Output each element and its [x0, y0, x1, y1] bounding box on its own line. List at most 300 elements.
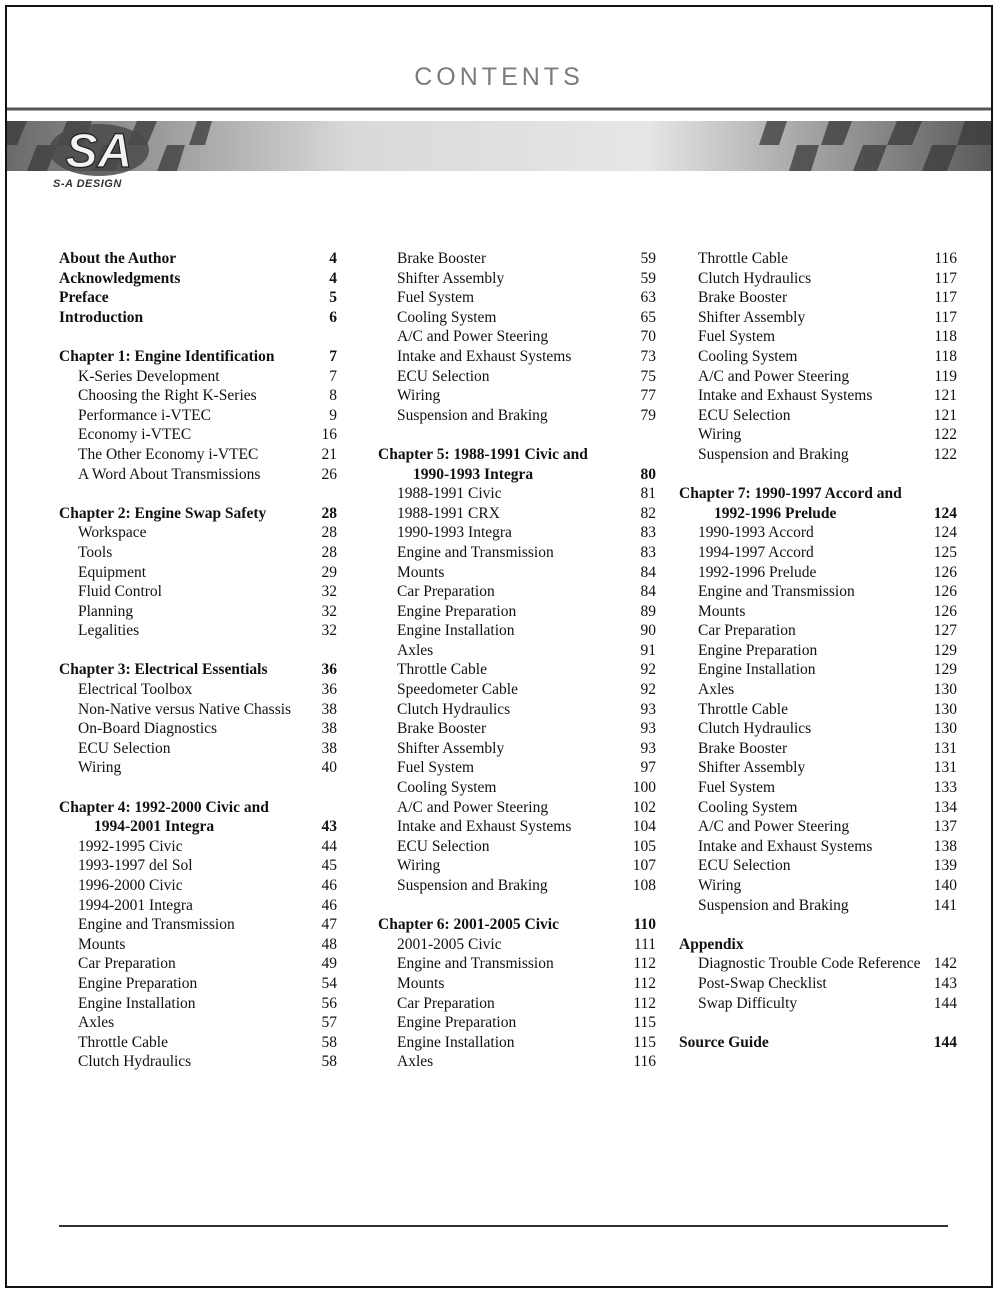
toc-entry-title: Suspension and Braking: [397, 406, 548, 424]
toc-entry-page: 5: [329, 289, 337, 307]
toc-entry-page: 40: [321, 759, 337, 777]
toc-entry[interactable]: [59, 465, 337, 485]
toc-entry[interactable]: [378, 641, 656, 661]
toc-entry[interactable]: [679, 876, 957, 896]
toc-entry[interactable]: [59, 543, 337, 563]
toc-entry[interactable]: [378, 465, 656, 485]
toc-entry[interactable]: [59, 425, 337, 445]
toc-entry-page: 45: [321, 857, 337, 875]
toc-entry-page: 6: [329, 308, 337, 326]
toc-entry-page: 129: [933, 661, 957, 679]
toc-entry-page: 118: [934, 328, 957, 346]
toc-entry[interactable]: [679, 386, 957, 406]
toc-entry-title: 1994-2001 Integra: [78, 896, 193, 914]
toc-entry-title: 1992-1996 Prelude: [714, 504, 837, 522]
toc-entry-title: A/C and Power Steering: [698, 818, 850, 836]
toc-entry-page: 110: [633, 916, 656, 934]
toc-entry[interactable]: [679, 563, 957, 583]
toc-heading: [679, 484, 957, 504]
toc-entry-title: ECU Selection: [397, 367, 490, 385]
toc-entry[interactable]: [378, 954, 656, 974]
toc-entry-page: 36: [321, 681, 337, 699]
toc-entry-title: Chapter 2: Engine Swap Safety: [59, 504, 267, 522]
section-spacer: [679, 915, 957, 935]
toc-entry-title: 1994-2001 Integra: [94, 818, 215, 836]
toc-entry[interactable]: [59, 602, 337, 622]
toc-entry-page: 47: [321, 916, 337, 934]
toc-entry-title: ECU Selection: [698, 406, 791, 424]
toc-entry-page: 28: [321, 543, 337, 561]
toc-entry-page: 133: [933, 779, 957, 797]
toc-entry-page: 127: [933, 622, 957, 640]
toc-entry-title: Axles: [698, 681, 735, 699]
toc-entry-title: 1990-1993 Accord: [698, 524, 814, 542]
toc-entry[interactable]: [679, 758, 957, 778]
toc-entry-title: 1992-1996 Prelude: [698, 563, 817, 581]
toc-entry-page: 46: [321, 877, 337, 894]
toc-entry-title: Brake Booster: [698, 739, 788, 757]
checkered-flag-banner: [7, 105, 991, 195]
toc-entry-title: Brake Booster: [397, 720, 487, 738]
toc-entry[interactable]: [378, 719, 656, 739]
toc-entry[interactable]: [679, 504, 957, 524]
toc-entry-page: 26: [321, 465, 337, 483]
toc-entry-page: 93: [640, 700, 656, 718]
toc-entry-page: 93: [640, 739, 656, 757]
toc-entry-page: 126: [933, 602, 957, 620]
section-spacer: [679, 465, 957, 485]
toc-entry-page: 83: [640, 543, 656, 561]
toc-entry-title: Axles: [397, 641, 434, 659]
toc-entry[interactable]: [59, 1033, 337, 1053]
toc-entry[interactable]: [59, 523, 337, 543]
toc-entry-page: 107: [632, 857, 656, 875]
toc-entry-page: 81: [640, 485, 656, 503]
toc-entry[interactable]: [679, 347, 957, 367]
toc-entry[interactable]: [679, 621, 957, 641]
toc-entry[interactable]: [679, 974, 957, 994]
toc-entry[interactable]: [378, 327, 656, 347]
toc-entry-page: 90: [640, 622, 656, 640]
toc-entry-title: Clutch Hydraulics: [698, 720, 812, 738]
toc-entry[interactable]: [59, 700, 337, 720]
toc-entry-title: Cooling System: [698, 347, 798, 365]
toc-entry[interactable]: [59, 974, 337, 994]
toc-entry[interactable]: [59, 386, 337, 406]
toc-entry[interactable]: [59, 504, 337, 524]
toc-entry-page: 58: [321, 1053, 337, 1071]
toc-entry[interactable]: [59, 680, 337, 700]
toc-entry[interactable]: [378, 817, 656, 837]
toc-entry-title: Wiring: [397, 857, 441, 875]
toc-entry-title: 1994-1997 Accord: [698, 543, 814, 561]
toc-entry-title: ECU Selection: [698, 857, 791, 875]
toc-entry[interactable]: [378, 700, 656, 720]
toc-entry-title: Engine Preparation: [78, 974, 198, 992]
toc-entry-title: Car Preparation: [397, 583, 495, 601]
toc-entry-title: Source Guide: [679, 1033, 769, 1051]
toc-entry-title: Engine and Transmission: [397, 955, 554, 973]
toc-entry-title: Car Preparation: [78, 955, 176, 973]
toc-entry-page: 100: [632, 779, 656, 797]
toc-entry[interactable]: [378, 1013, 656, 1033]
toc-entry-page: 142: [933, 955, 957, 973]
toc-entry-page: 121: [933, 387, 957, 405]
toc-entry[interactable]: [59, 563, 337, 583]
toc-entry-title: Chapter 7: 1990-1997 Accord and: [679, 485, 902, 503]
toc-entry[interactable]: [59, 621, 337, 641]
toc-entry-page: 137: [933, 818, 957, 836]
toc-entry-title: Shifter Assembly: [397, 269, 505, 287]
toc-entry[interactable]: [59, 367, 337, 387]
toc-entry-title: Throttle Cable: [698, 250, 788, 267]
toc-entry-title: Throttle Cable: [78, 1033, 168, 1051]
toc-entry-title: Engine and Transmission: [397, 543, 554, 561]
toc-entry[interactable]: [378, 660, 656, 680]
toc-entry[interactable]: [378, 1052, 656, 1072]
toc-entry-page: 129: [933, 641, 957, 659]
toc-entry-title: Planning: [78, 602, 134, 620]
section-spacer: [378, 896, 656, 916]
toc-entry[interactable]: [679, 680, 957, 700]
toc-entry-page: 73: [640, 347, 656, 365]
toc-entry[interactable]: [679, 602, 957, 622]
toc-entry[interactable]: [378, 406, 656, 426]
toc-entry[interactable]: [59, 837, 337, 857]
toc-entry-title: 1988-1991 CRX: [397, 504, 500, 522]
toc-entry[interactable]: [378, 367, 656, 387]
toc-entry-page: 49: [321, 955, 337, 973]
toc-entry[interactable]: [679, 719, 957, 739]
toc-entry-page: 9: [329, 406, 337, 424]
toc-entry-page: 28: [321, 524, 337, 542]
toc-entry[interactable]: [679, 837, 957, 857]
toc-entry-title: K-Series Development: [78, 367, 220, 385]
toc-entry-title: Cooling System: [397, 308, 497, 326]
toc-entry[interactable]: [59, 660, 337, 680]
toc-entry-page: 144: [933, 1033, 957, 1051]
toc-entry-title: Engine Installation: [698, 661, 816, 679]
toc-entry-title: Suspension and Braking: [397, 877, 548, 894]
toc-entry-title: Mounts: [397, 974, 445, 992]
toc-entry-page: 48: [321, 935, 337, 953]
toc-entry[interactable]: [378, 915, 656, 935]
toc-entry[interactable]: [679, 660, 957, 680]
toc-entry[interactable]: [378, 504, 656, 524]
toc-entry-title: Shifter Assembly: [397, 739, 505, 757]
section-spacer: [59, 778, 337, 798]
toc-entry-page: 112: [633, 955, 656, 973]
toc-entry-page: 108: [632, 877, 656, 894]
toc-entry-page: 16: [321, 426, 337, 444]
toc-entry-title: 1993-1997 del Sol: [78, 857, 193, 875]
toc-entry-title: Shifter Assembly: [698, 308, 806, 326]
toc-entry-title: Wiring: [78, 759, 122, 777]
toc-entry-title: Tools: [78, 543, 113, 561]
toc-entry-title: Performance i-VTEC: [78, 406, 211, 424]
toc-entry-title: Chapter 6: 2001-2005 Civic: [378, 916, 559, 934]
toc-entry-title: The Other Economy i-VTEC: [78, 445, 259, 463]
toc-entry[interactable]: [679, 543, 957, 563]
toc-entry-page: 58: [321, 1033, 337, 1051]
toc-entry-page: 83: [640, 524, 656, 542]
toc-entry[interactable]: [59, 739, 337, 759]
toc-entry[interactable]: [59, 935, 337, 955]
toc-entry[interactable]: [378, 739, 656, 759]
toc-entry[interactable]: [59, 954, 337, 974]
logo-wordmark: S-A DESIGN: [53, 178, 122, 190]
toc-entry-page: 144: [933, 994, 957, 1012]
toc-entry[interactable]: [679, 700, 957, 720]
toc-entry-page: 84: [640, 563, 656, 581]
toc-entry-title: Suspension and Braking: [698, 896, 849, 914]
toc-entry[interactable]: [378, 269, 656, 289]
toc-entry-title: On-Board Diagnostics: [78, 720, 218, 738]
toc-entry-title: Chapter 4: 1992-2000 Civic and: [59, 798, 269, 816]
toc-entry[interactable]: [679, 1033, 957, 1053]
toc-entry-title: Wiring: [698, 426, 742, 444]
toc-entry-title: Preface: [59, 289, 109, 307]
toc-entry-title: Wiring: [397, 387, 441, 405]
toc-heading: [59, 798, 337, 818]
toc-entry[interactable]: [679, 523, 957, 543]
toc-entry-page: 80: [640, 465, 656, 483]
toc-entry-title: Fuel System: [397, 759, 475, 777]
toc-entry-page: 28: [321, 504, 337, 522]
toc-entry-title: Intake and Exhaust Systems: [698, 387, 873, 405]
toc-entry[interactable]: [679, 269, 957, 289]
toc-entry[interactable]: [679, 582, 957, 602]
toc-entry[interactable]: [59, 1052, 337, 1072]
toc-entry[interactable]: [679, 249, 957, 269]
section-spacer: [378, 425, 656, 445]
toc-entry[interactable]: [378, 935, 656, 955]
toc-entry-page: 130: [933, 700, 957, 718]
toc-entry-title: Speedometer Cable: [397, 681, 518, 699]
toc-entry-title: Chapter 3: Electrical Essentials: [59, 661, 268, 679]
toc-entry-page: 84: [640, 583, 656, 601]
toc-entry-title: Diagnostic Trouble Code Reference: [698, 955, 921, 973]
toc-entry-page: 79: [640, 406, 656, 424]
toc-entry-page: 92: [640, 681, 656, 699]
toc-entry[interactable]: [378, 778, 656, 798]
toc-entry[interactable]: [59, 269, 337, 289]
toc-entry-page: 117: [934, 269, 957, 287]
toc-entry[interactable]: [59, 817, 337, 837]
toc-entry[interactable]: [59, 876, 337, 896]
toc-entry-title: Wiring: [698, 877, 742, 894]
toc-entry-title: Engine Installation: [78, 994, 196, 1012]
toc-entry[interactable]: [679, 817, 957, 837]
toc-entry[interactable]: [679, 856, 957, 876]
section-spacer: [59, 327, 337, 347]
toc-entry[interactable]: [59, 1013, 337, 1033]
toc-entry[interactable]: [378, 758, 656, 778]
toc-entry-page: 56: [321, 994, 337, 1012]
toc-entry-page: 32: [321, 583, 337, 601]
toc-entry-title: Brake Booster: [397, 250, 487, 267]
toc-entry[interactable]: [378, 974, 656, 994]
section-spacer: [679, 1013, 957, 1033]
toc-entry-title: Engine Preparation: [397, 1014, 517, 1032]
toc-entry-title: Suspension and Braking: [698, 445, 849, 463]
toc-entry[interactable]: [378, 582, 656, 602]
toc-entry[interactable]: [679, 425, 957, 445]
toc-entry[interactable]: [679, 954, 957, 974]
toc-entry-title: ECU Selection: [397, 837, 490, 855]
toc-entry-title: Fluid Control: [78, 583, 162, 601]
toc-entry-title: Non-Native versus Native Chassis: [78, 700, 292, 718]
svg-text:SA: SA: [65, 125, 133, 178]
toc-entry-page: 21: [321, 445, 337, 463]
toc-entry[interactable]: [59, 758, 337, 778]
toc-entry[interactable]: [59, 719, 337, 739]
toc-entry-title: Appendix: [679, 935, 744, 953]
toc-entry-page: 117: [934, 289, 957, 307]
toc-entry-page: 122: [933, 445, 957, 463]
toc-entry[interactable]: [679, 327, 957, 347]
toc-column-1: [59, 249, 337, 1072]
toc-entry-title: Axles: [78, 1014, 115, 1032]
toc-entry[interactable]: [59, 582, 337, 602]
toc-entry-title: Engine and Transmission: [698, 583, 855, 601]
toc-heading: [679, 935, 957, 955]
toc-entry-title: Clutch Hydraulics: [397, 700, 511, 718]
toc-entry[interactable]: [679, 896, 957, 916]
toc-entry-page: 116: [934, 250, 957, 267]
toc-entry-page: 82: [640, 504, 656, 522]
toc-entry[interactable]: [378, 602, 656, 622]
toc-entry[interactable]: [679, 641, 957, 661]
toc-entry[interactable]: [59, 896, 337, 916]
toc-entry[interactable]: [59, 288, 337, 308]
toc-entry-title: About the Author: [59, 250, 177, 267]
toc-entry[interactable]: [679, 994, 957, 1014]
toc-entry[interactable]: [378, 563, 656, 583]
toc-entry-page: 38: [321, 700, 337, 718]
toc-entry[interactable]: [378, 680, 656, 700]
toc-entry-page: 141: [933, 896, 957, 914]
toc-entry[interactable]: [378, 308, 656, 328]
toc-entry-page: 139: [933, 857, 957, 875]
toc-entry[interactable]: [679, 367, 957, 387]
toc-entry[interactable]: [378, 484, 656, 504]
toc-entry-page: 116: [633, 1053, 656, 1071]
toc-entry[interactable]: [59, 347, 337, 367]
toc-entry-title: ECU Selection: [78, 739, 171, 757]
toc-entry[interactable]: [378, 347, 656, 367]
toc-entry-page: 115: [633, 1014, 656, 1032]
toc-entry-page: 130: [933, 720, 957, 738]
toc-entry[interactable]: [378, 249, 656, 269]
toc-entry-title: Chapter 1: Engine Identification: [59, 347, 275, 365]
toc-entry-page: 131: [933, 739, 957, 757]
toc-entry[interactable]: [378, 837, 656, 857]
toc-entry-page: 54: [321, 974, 337, 992]
toc-entry-title: Workspace: [78, 524, 147, 542]
toc-entry[interactable]: [59, 915, 337, 935]
toc-entry-title: Car Preparation: [698, 622, 796, 640]
toc-entry-page: 115: [633, 1033, 656, 1051]
toc-column-3: [679, 249, 957, 1052]
toc-entry[interactable]: [378, 798, 656, 818]
toc-entry[interactable]: [378, 856, 656, 876]
toc-entry[interactable]: [378, 876, 656, 896]
toc-entry[interactable]: [59, 856, 337, 876]
toc-entry[interactable]: [59, 308, 337, 328]
toc-entry-page: 130: [933, 681, 957, 699]
toc-heading: [378, 445, 656, 465]
toc-entry-page: 143: [933, 974, 957, 992]
toc-entry[interactable]: [378, 386, 656, 406]
toc-entry-page: 7: [329, 367, 337, 385]
toc-entry-title: 1990-1993 Integra: [413, 465, 534, 483]
toc-entry-page: 46: [321, 896, 337, 914]
toc-entry-page: 7: [329, 347, 337, 365]
toc-entry[interactable]: [679, 778, 957, 798]
toc-entry-title: Axles: [397, 1053, 434, 1071]
toc-entry-page: 4: [329, 250, 337, 267]
toc-entry[interactable]: [59, 249, 337, 269]
toc-entry-page: 112: [633, 994, 656, 1012]
toc-entry-page: 97: [640, 759, 656, 777]
toc-entry-page: 44: [321, 837, 337, 855]
toc-entry-page: 65: [640, 308, 656, 326]
toc-entry[interactable]: [378, 994, 656, 1014]
toc-entry[interactable]: [679, 406, 957, 426]
toc-entry[interactable]: [679, 739, 957, 759]
toc-entry-title: 1990-1993 Integra: [397, 524, 512, 542]
toc-entry-page: 36: [321, 661, 337, 679]
toc-entry[interactable]: [378, 523, 656, 543]
toc-entry-title: Acknowledgments: [59, 269, 181, 287]
toc-entry-title: 1988-1991 Civic: [397, 485, 502, 503]
toc-entry-page: 43: [321, 818, 337, 836]
toc-entry-title: Brake Booster: [698, 289, 788, 307]
toc-entry[interactable]: [378, 288, 656, 308]
toc-entry-title: Chapter 5: 1988-1991 Civic and: [378, 445, 588, 463]
toc-entry-title: Mounts: [698, 602, 746, 620]
toc-entry-title: Cooling System: [397, 779, 497, 797]
toc-entry[interactable]: [59, 445, 337, 465]
toc-entry[interactable]: [679, 288, 957, 308]
toc-entry[interactable]: [679, 445, 957, 465]
toc-entry-title: Engine Installation: [397, 1033, 515, 1051]
toc-entry-page: 102: [632, 798, 656, 816]
toc-entry-page: 105: [632, 837, 656, 855]
toc-entry-title: Intake and Exhaust Systems: [397, 347, 572, 365]
toc-entry-page: 112: [633, 974, 656, 992]
toc-entry-title: Fuel System: [698, 328, 776, 346]
toc-entry[interactable]: [679, 308, 957, 328]
toc-entry-title: Legalities: [78, 622, 140, 640]
toc-entry-title: Swap Difficulty: [698, 994, 798, 1012]
toc-entry[interactable]: [378, 543, 656, 563]
toc-entry[interactable]: [679, 798, 957, 818]
toc-entry[interactable]: [378, 621, 656, 641]
toc-entry[interactable]: [59, 406, 337, 426]
toc-entry-page: 124: [933, 504, 957, 522]
toc-entry[interactable]: [378, 1033, 656, 1053]
toc-entry-title: Intake and Exhaust Systems: [397, 818, 572, 836]
toc-entry[interactable]: [59, 994, 337, 1014]
toc-entry-title: Engine Installation: [397, 622, 515, 640]
toc-entry-title: Electrical Toolbox: [78, 681, 193, 699]
toc-entry-title: Cooling System: [698, 798, 798, 816]
toc-entry-title: Choosing the Right K-Series: [78, 387, 257, 405]
toc-entry-page: 57: [321, 1014, 337, 1032]
toc-entry-page: 117: [934, 308, 957, 326]
